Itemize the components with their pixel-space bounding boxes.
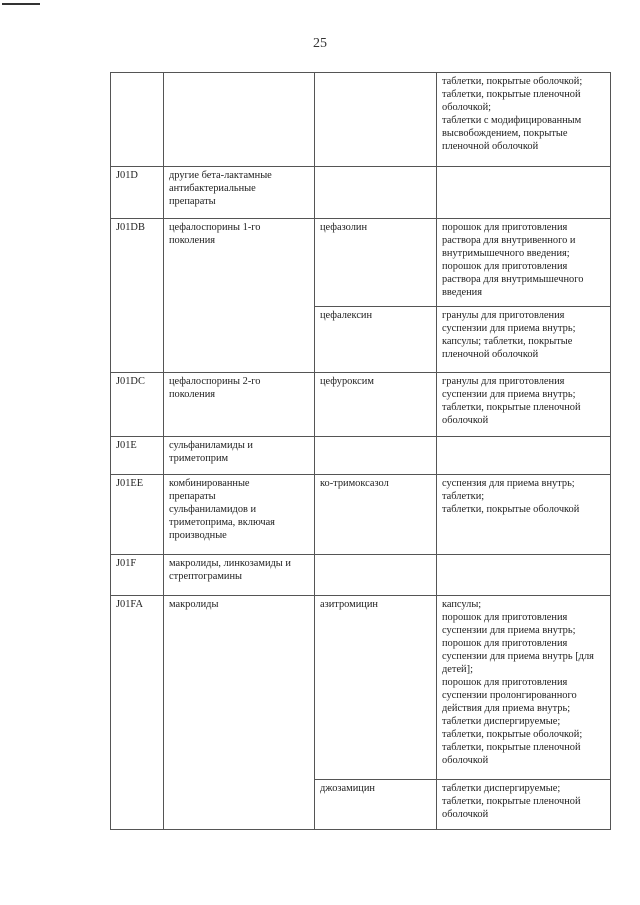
group-name-cell: цефалоспорины 2-го поколения [164,373,315,437]
drug-name-cell: азитромицин [315,596,437,780]
drug-name-cell: ко-тримоксазол [315,475,437,555]
scan-corner-mark [2,3,40,5]
drug-name-cell [315,555,437,596]
atc-code-cell: J01DC [111,373,164,437]
dosage-forms-cell: суспензия для приема внутрь; таблетки; таблетки, покрытые оболочкой [437,475,611,555]
group-name-cell: цефалоспорины 1-го поколения [164,219,315,373]
drug-name-cell: цефазолин [315,219,437,307]
drug-name-cell [315,437,437,475]
atc-code-cell: J01E [111,437,164,475]
table-row [111,475,611,555]
group-name-cell: макролиды, линкозамиды и стрептограмины [164,555,315,596]
dosage-forms-cell: таблетки диспергируемые; таблетки, покрытые пленочной оболочкой [437,780,611,830]
atc-code-cell: J01DB [111,219,164,373]
group-name-cell: другие бета-лактамные антибактериальные препараты [164,167,315,219]
drug-name-cell: цефалексин [315,307,437,373]
dosage-forms-cell [437,167,611,219]
drug-name-cell: цефуроксим [315,373,437,437]
atc-code-cell: J01FA [111,596,164,830]
page-number: 25 [313,36,327,51]
drug-name-cell: джозамицин [315,780,437,830]
table-row [111,596,611,780]
table-row [111,555,611,596]
dosage-forms-cell [437,437,611,475]
atc-code-cell: J01D [111,167,164,219]
drug-name-cell [315,73,437,167]
dosage-forms-cell: порошок для приготовления раствора для внутривенного и внутримышечного введения; порошок для приготовления раствора для внутримышечного введения [437,219,611,307]
dosage-forms-cell: капсулы; порошок для приготовления суспензии для приема внутрь; порошок для приготовления суспензии для приема внутрь [для детей]; порошок для приготовления суспензии пролонгированного действия для приема внутрь; таблетки диспергируемые; таблетки, покрытые оболочкой; таблетки, покрытые пленочной оболочкой [437,596,611,780]
dosage-forms-cell: гранулы для приготовления суспензии для приема внутрь; капсулы; таблетки, покрытые пленочной оболочкой [437,307,611,373]
table-row [111,73,611,167]
table-row [111,373,611,437]
table-row [111,219,611,307]
atc-code-cell: J01EE [111,475,164,555]
group-name-cell [164,73,315,167]
dosage-forms-cell [437,555,611,596]
group-name-cell: комбинированные препараты сульфаниламидов и триметоприма, включая производные [164,475,315,555]
dosage-forms-cell: гранулы для приготовления суспензии для приема внутрь; таблетки, покрытые пленочной оболочкой [437,373,611,437]
table-row [111,437,611,475]
drug-name-cell [315,167,437,219]
group-name-cell: макролиды [164,596,315,830]
dosage-forms-cell: таблетки, покрытые оболочкой; таблетки, покрытые пленочной оболочкой; таблетки с модифицированным высвобождением, покрытые пленочной оболочкой [437,73,611,167]
group-name-cell: сульфаниламиды и триметоприм [164,437,315,475]
atc-code-cell: J01F [111,555,164,596]
table-row [111,167,611,219]
drug-classification-table [110,72,611,830]
atc-code-cell [111,73,164,167]
